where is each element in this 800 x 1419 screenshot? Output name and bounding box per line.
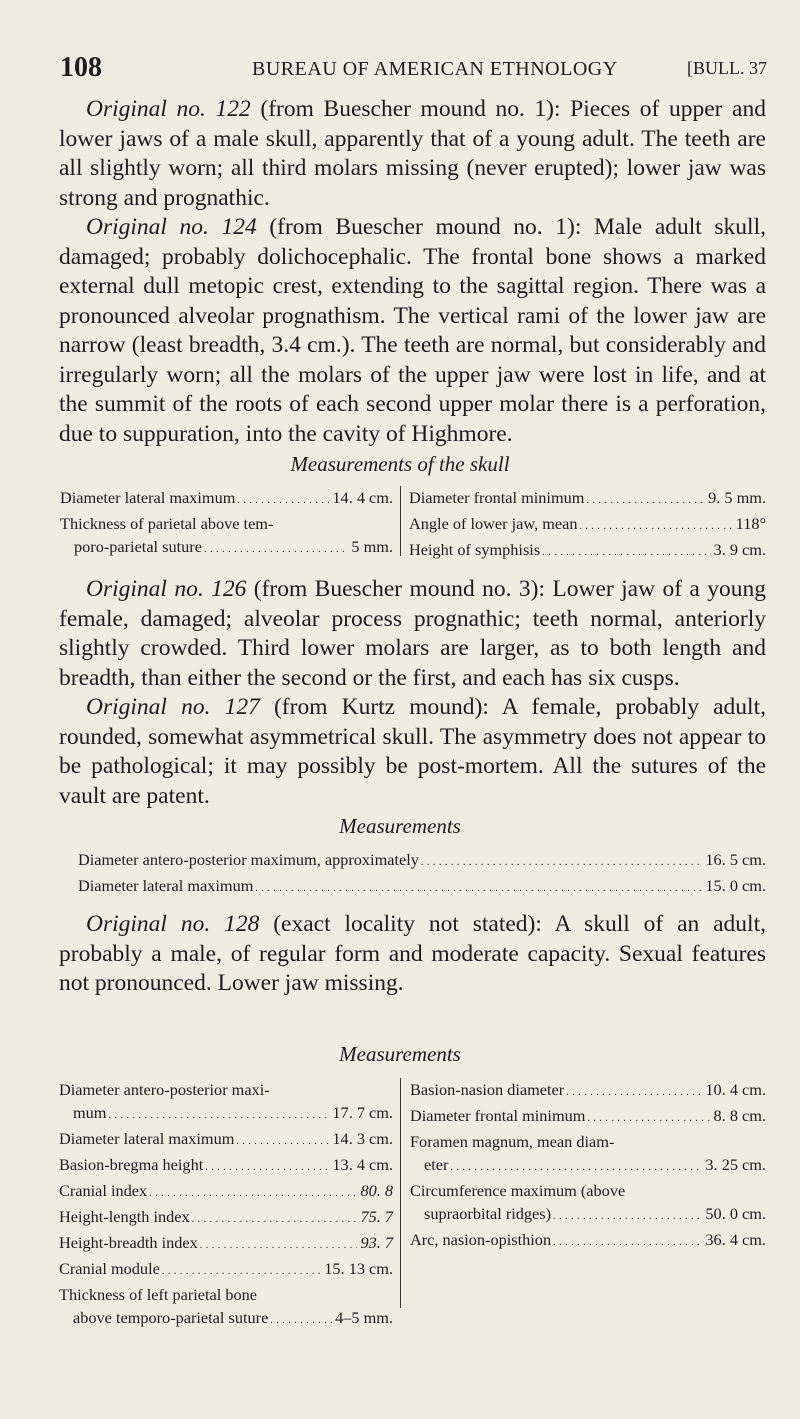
measurements-table-2 bbox=[78, 848, 766, 900]
table-row: Angle of lower jaw, mean . . . 118° bbox=[409, 512, 766, 538]
table-3-right-column bbox=[410, 1078, 766, 1254]
table-row: eter . . . 3. 25 cm. bbox=[410, 1153, 766, 1179]
page-number: 108 bbox=[60, 52, 102, 83]
paragraph-original-127 bbox=[59, 693, 766, 811]
text-block-1 bbox=[59, 95, 766, 449]
paragraph-original-126 bbox=[59, 575, 766, 693]
original-label: Original no. 122 bbox=[86, 96, 251, 122]
text-block-2 bbox=[59, 575, 766, 811]
table-row: Foramen magnum, mean diam- bbox=[410, 1132, 615, 1151]
table-row: poro-parietal suture . . . 5 mm. bbox=[60, 535, 393, 561]
paragraph-text: (from Buescher mound no. 1): Male adult skull, damaged; probably dolichocephalic. The frontal bone shows a marked external dull metopic crest, extending to the sagittal region. There was a pronounced alveolar prognathism. The vertical rami of the lower jaw are narrow (least breadth, 3.4 cm.). The teeth are normal, but considerably and irregularly worn; all the molars of the upper jaw were lost in life, and at the summit of the roots of each second upper molar there is a perforation, due to suppuration, into the cavity of Highmore. bbox=[59, 214, 766, 447]
table-row: Basion-nasion diameter . . . 10. 4 cm. bbox=[410, 1078, 766, 1104]
bulletin-number: [BULL. 37 bbox=[687, 58, 767, 78]
table-row: Cranial module . . . 15. 13 cm. bbox=[59, 1257, 393, 1283]
paragraph-text: (from Kurtz mound): A female, probably adult, rounded, somewhat asymmetrical skull. The asymmetry does not appear to be pathological; it may possibly be post-mortem. All the sutures of the vault are patent. bbox=[59, 694, 766, 809]
paragraph-text: (exact locality not stated): A skull of an adult, probably a male, of regular form and moderate capacity. Sexual features not pronounced. Lower jaw missing. bbox=[59, 911, 766, 996]
table-1-left-column bbox=[60, 486, 393, 561]
table-row: Diameter lateral maximum . . . 14. 4 cm. bbox=[60, 486, 393, 512]
table-row: Thickness of left parietal bone bbox=[59, 1285, 258, 1304]
paragraph-original-124 bbox=[59, 213, 766, 449]
table-row: Diameter lateral maximum . . . 15. 0 cm. bbox=[78, 874, 766, 900]
table-row: Cranial index . . . 80. 8 bbox=[59, 1179, 393, 1205]
table-row: Height-breadth index . . . 93. 7 bbox=[59, 1231, 393, 1257]
column-divider bbox=[400, 1078, 401, 1308]
measurements-heading-1: Measurements of the skull bbox=[290, 452, 510, 476]
paragraph-original-128 bbox=[59, 910, 766, 999]
original-label: Original no. 127 bbox=[86, 694, 260, 720]
table-row: Diameter frontal minimum . . . 9. 5 mm. bbox=[409, 486, 766, 512]
table-row: Circumference maximum (above bbox=[410, 1181, 626, 1200]
table-row: Height-length index . . . 75. 7 bbox=[59, 1205, 393, 1231]
running-title: BUREAU OF AMERICAN ETHNOLOGY bbox=[252, 58, 618, 80]
table-row: Diameter lateral maximum . . . 14. 3 cm. bbox=[59, 1127, 393, 1153]
table-row: Diameter antero-posterior maximum, approximately . . . 16. 5 cm. bbox=[78, 848, 766, 874]
measurements-heading-3: Measurements bbox=[339, 1042, 461, 1066]
running-header bbox=[60, 52, 767, 86]
table-row: Height of symphisis . . . 3. 9 cm. bbox=[409, 538, 766, 564]
table-row: Arc, nasion-opisthion . . . 36. 4 cm. bbox=[410, 1228, 766, 1254]
original-label: Original no. 128 bbox=[86, 911, 260, 937]
paragraph-text: (from Buescher mound no. 1): Pieces of upper and lower jaws of a male skull, apparently that of a young adult. The teeth are all slightly worn; all third molars missing (never erupted); lower jaw was strong and prognathic. bbox=[59, 96, 766, 211]
original-label: Original no. 126 bbox=[86, 576, 247, 602]
table-row: mum . . . 17. 7 cm. bbox=[59, 1101, 393, 1127]
table-row: Diameter antero-posterior maxi- bbox=[59, 1080, 270, 1099]
table-row: supraorbital ridges) . . . 50. 0 cm. bbox=[410, 1202, 766, 1228]
table-row: above temporo-parietal suture . . . 4–5 mm. bbox=[59, 1306, 393, 1332]
paragraph-original-122 bbox=[59, 95, 766, 213]
paragraph-text: (from Buescher mound no. 3): Lower jaw of a young female, damaged; alveolar process prognathic; teeth normal, anteriorly slightly crowded. Third lower molars are larger, as to both length and breadth, than either the second or the first, and each has six cusps. bbox=[59, 576, 766, 691]
table-3-left-column bbox=[59, 1078, 393, 1332]
measurements-heading-2: Measurements bbox=[339, 814, 461, 838]
table-row: Thickness of parietal above tem- bbox=[60, 514, 274, 533]
table-1-right-column bbox=[409, 486, 766, 564]
original-label: Original no. 124 bbox=[86, 214, 257, 240]
text-block-3 bbox=[59, 910, 766, 999]
table-row: Basion-bregma height . . . 13. 4 cm. bbox=[59, 1153, 393, 1179]
table-row: Diameter frontal minimum . . . 8. 8 cm. bbox=[410, 1104, 766, 1130]
column-divider bbox=[400, 486, 401, 556]
